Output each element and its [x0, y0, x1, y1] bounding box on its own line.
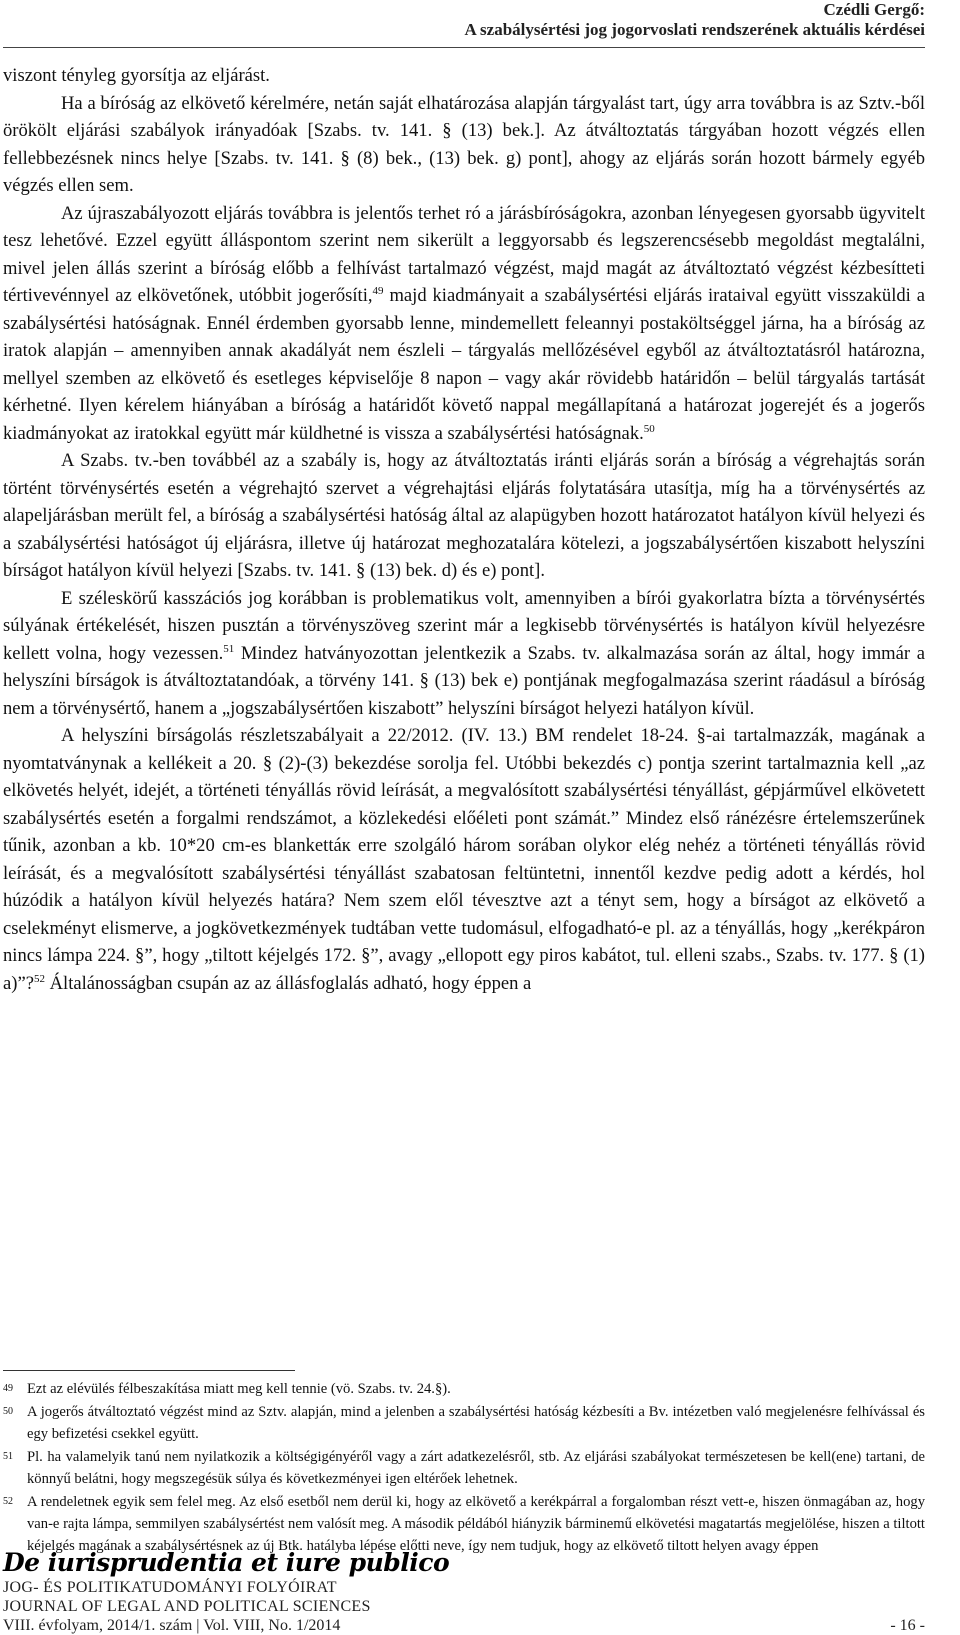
footnotes — [3, 1378, 925, 1558]
paragraph: A Szabs. tv.-ben továbbél az a szabály is, hogy az átváltoztatás iránti eljárás során a bíróság a végrehajtás során történt törvénysértés esetén a végrehajtó szervet a végrehajtási eljárás folytatására utasítja, míg ha a törvénysértés az alapeljárásban merült fel, a bíróság a szabálysértési hatóság által az alapügyben hozott határozatot hatályon kívül helyezi és a szabálysértési hatóságot új eljárásra, illetve új határozat meghozatalára kötelezi, a jogszabálysértően kiszabott helyszíni bírságot hatályon kívül helyezi [Szabs. tv. 141. § (13) bek. d) és e) pont]. — [3, 450, 925, 581]
footnote-text: A rendeletnek egyik sem felel meg. Az első esetből nem derül ki, hogy az elkövető a kerékpárral a forgalomban részt vett-e, hiszen önmagában az, hogy van-e rajta lámpa, semmilyen szabálysértést nem valósít meg. A második példából hiányzik bárminemű elkövetési magatartás megjelölése, hiszen a tiltott kéjelgés magának a szabálysértésnek az új Btk. hatályba lépése előtti neve, így nem tudjuk, hogy az elkövető tiltott helyen avagy éppen — [27, 1494, 925, 1554]
footnote-number: 50 — [3, 1406, 13, 1417]
footnote-number: 49 — [3, 1383, 13, 1394]
footnote-ref-49[interactable]: 49 — [372, 284, 384, 297]
footnote-number: 51 — [3, 1451, 13, 1462]
journal-name-hu: JOG- ÉS POLITIKATUDOMÁNYI FOLYÓIRAT — [3, 1579, 337, 1596]
footer-issue-row — [3, 1616, 925, 1635]
footnote-item — [3, 1378, 925, 1400]
footnote-text: Ezt az elévülés félbeszakítása miatt meg kell tennie (vö. Szabs. tv. 24.§). — [27, 1381, 451, 1397]
footnote-text: A jogerős átváltoztató végzést mind az Sztv. alapján, mind a jelenben a szabálysértési hatóság kézbesíti a Bv. intézetben való megjelenésre felhívással és egy befizetési csekkel együtt. — [27, 1404, 925, 1442]
paragraph: viszont tényleg gyorsítja az eljárást. — [3, 65, 270, 86]
footnote-divider — [3, 1370, 295, 1371]
paragraph: Az újraszabályozott eljárás továbbra is jelentős terhet ró a járásbíróságokra, azonban lényegesen gyorsabb ügyvitelt tesz lehetővé. Ezzel együtt álláspontom szerint nem sikerült a leggyorsabb és legszerencsésebb megoldást megtalálni, mivel jelen állás szerint a bíróság előbb a felhívást tartalmazó végzést, majd magát az átváltoztató végzést kézbesítteti tértivevénnyel az elkövetőnek, utóbbit jogerősíti,$^{49}$ majd kiadmányait a szabálysértési eljárás irataival együtt visszaküldi a szabálysértési hatóságnak. Ennél érdemben gyorsabb lenne, mindemellett feleannyi postaköltséggel járna, ha a bíróság az iratok alapján – amennyiben annak akadályát nem észleli – tárgyalás mellőzésével egyből az átváltoztatásról határozna, mellyel szemben az elkövető és esetleges képviselője 8 napon – vagy akár rövidebb határidőn – belül tárgyalás tartását kérhetné. Ilyen kérelem hiányában a bíróság a határidőt követő nappal megállapítaná a határozat jogerejét és a jogerős kiadmányokat az iratokkal együtt már küldhetné is vissza a szabálysértési hatóságnak.$^{50}$ — [3, 202, 925, 444]
header-author: Czédli Gergő: — [823, 0, 925, 19]
footnote-ref-52[interactable]: 52 — [33, 972, 45, 985]
footnote-ref-50[interactable]: 50 — [643, 422, 655, 435]
paragraph: E széleskörű kasszációs jog korábban is problematikus volt, amennyiben a bírói gyakorlatra bízta a törvénysértés súlyának értékelését, hiszen pusztán a törvényszöveg szerint már a legkisebb törvénysértés is hatályon kívül helyezésre kellett volna, hogy vezessen.$^{51}$ Mindez hatványozottan jelentkezik a Szabs. tv. alkalmazása során az által, hogy immár a helyszíni bírságok is átváltoztatandóak, a törvény 141. § (13) bek e) pontjának megfogalmazása szerint ráadásul a bíróság nem a törvénysértő, hanem a „jogszabálysértően kiszabott” helyszíni bírságot helyezi hatályon kívül. — [3, 587, 925, 719]
journal-name-en: JOURNAL OF LEGAL AND POLITICAL SCIENCES — [3, 1598, 371, 1615]
page-footer — [3, 1548, 925, 1635]
running-header — [464, 0, 925, 40]
footnote-text: Pl. ha valamelyik tanú nem nyilatkozik a költségigényéről vagy a zárt adatkezelésről, stb. Az eljárási szabályokat természetesen be kell(ene) tartani, de könnyű belátni, hogy megszegésük súlya és következményei igen eltérőek lehetnek. — [27, 1449, 925, 1487]
footnote-item — [3, 1446, 925, 1490]
page-number: - 16 - — [890, 1617, 925, 1634]
header-title: A szabálysértési jog jogorvoslati rendszerének aktuális kérdései — [464, 20, 925, 39]
header-divider — [3, 47, 925, 48]
footnote-ref-51[interactable]: 51 — [223, 642, 235, 655]
footnote-item — [3, 1401, 925, 1445]
footnote-number: 52 — [3, 1496, 13, 1507]
journal-logo: De iurisprudentia et iure publico — [3, 1548, 450, 1577]
paragraph: A helyszíni bírságolás részletszabályait a 22/2012. (IV. 13.) BM rendelet 18-24. §-ai tartalmazzák, magának a nyomtatványnak a kellékeit a 20. § (2)-(3) bekezdése sorolja fel. Utóbbi bekezdés c) pontja szerint tartalmaznia kell „az elkövetés helyét, idejét, a történeti tényállás rövid leírását, a megvalósított szabálysértési tényállást, gépjárművel elkövetett szabálysértés esetén a forgalmi rendszámot, a közlekedési előéleti pont számát.” Mindez első ránézésre értelemszerűnek tűnik, azonban a kb. 10*20 cm-es blankettáк erre szolgáló három sorában olykor elég nehéz a történeti tényállás rövid leírását, és a megvalósított szabálysértési tényállást szabatosan feltüntetni, innentől kezdve pedig adott a kérdés, hol húzódik a hatályon kívül helyezés határa? Nem szem elől tévesztve azt a tényt sem, hogy a bírságot az elkövető a cselekményt elismerve, a jogkövetkezmények tudtában vette tudomásul, elfogadható-e pl. az a tényállás, hogy „kerékpáron nincs lámpa 224. §”, hogy „tiltott kéjelgés 172. §”, avagy „ellopott egy piros kabátot, tul. elleni szabs., Szabs. tv. 177. § (1) a)”?$^{52}$ Általánosságban csupán az az állásfoglalás adható, hogy éppen a — [3, 725, 925, 994]
paragraph: Ha a bíróság az elkövető kérelmére, netán saját elhatározása alapján tárgyalást tart, úgy arra továbbra is az Sztv.-ből örökölt eljárási szabályok irányadóak [Szabs. tv. 141. § (13) bek.]. Az átváltoztatás tárgyában hozott végzés ellen fellebbezésnek nincs helye [Szabs. tv. 141. § (8) bek., (13) bek. g) pont], ahogy az eljárás során hozott bármely egyéb végzés ellen sem. — [3, 92, 925, 196]
main-text — [3, 62, 925, 997]
issue-info: VIII. évfolyam, 2014/1. szám | Vol. VIII, No. 1/2014 — [3, 1617, 341, 1634]
